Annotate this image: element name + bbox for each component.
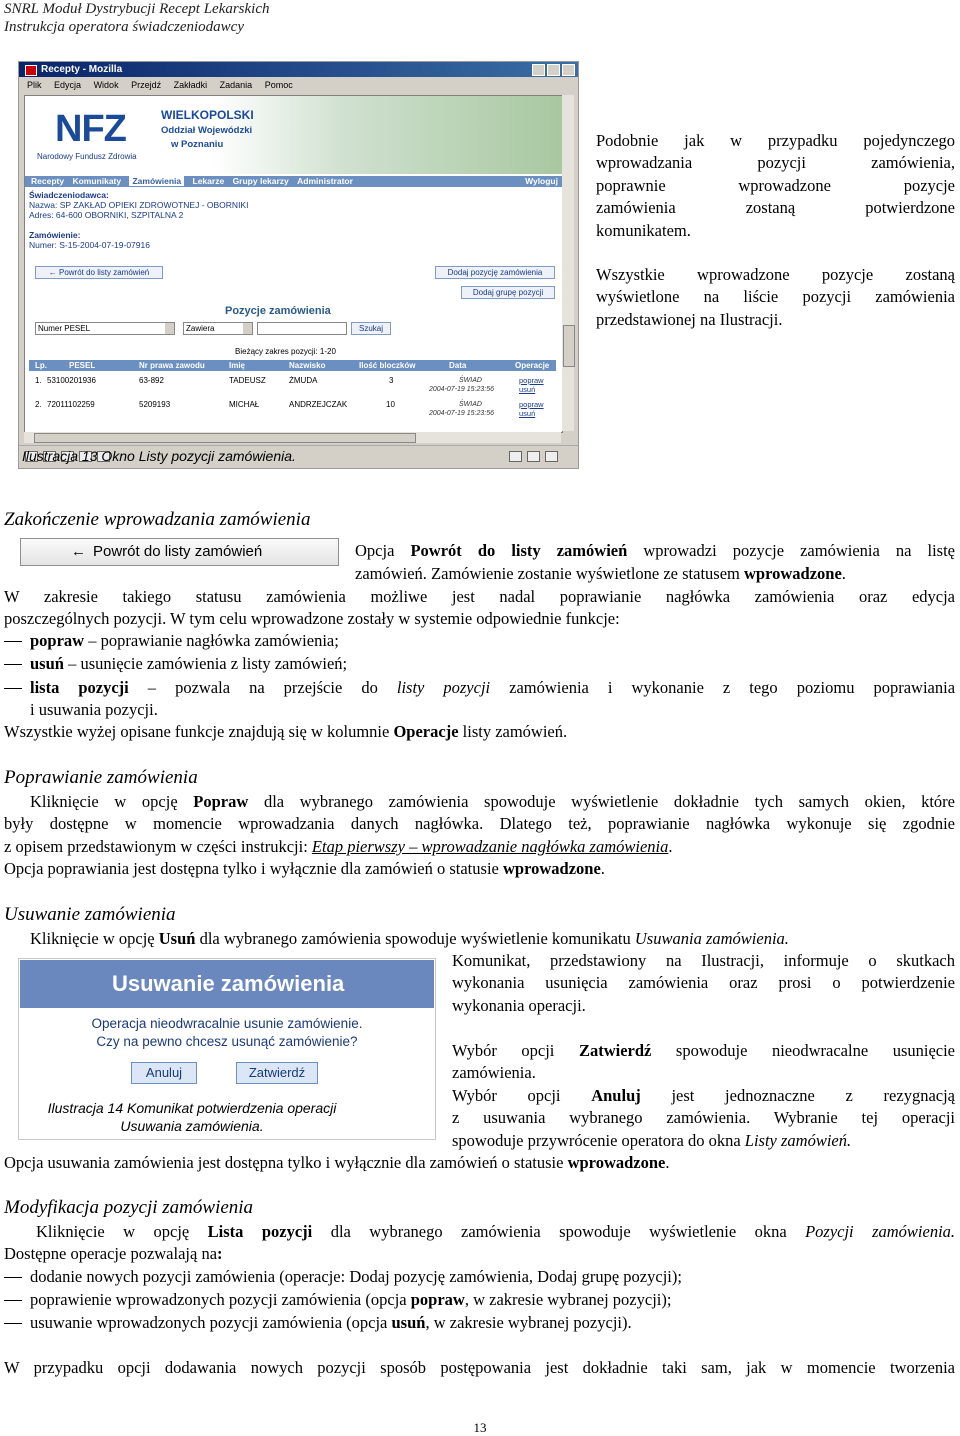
back-button-label: Powrót do listy zamówień [93, 543, 263, 560]
dialog-title: Usuwanie zamówienia [20, 960, 434, 1008]
cell-nazwisko: ANDRZEJCZAK [289, 400, 348, 409]
close-icon[interactable] [562, 64, 575, 76]
cell-lp: 2. [35, 400, 42, 409]
order-number: Numer: S-15-2004-07-19-07916 [29, 240, 150, 250]
doc-header-subtitle: Instrukcja operatora świadczeniodawcy [4, 19, 244, 35]
menu-zadania[interactable]: Zadania [219, 80, 253, 90]
nfz-logo-subtitle: Narodowy Fundusz Zdrowia [37, 152, 137, 161]
text-line: wprowadzania pozycji zamówienia, [596, 153, 955, 173]
app-nav-bar [25, 176, 562, 187]
text-line: były dostępne w momencie wprowadzania danych nagłówka. Dlatego też, poprawianie nagłówka wykonuje się zgodnie [4, 814, 955, 833]
search-button[interactable]: Szukaj [351, 322, 391, 335]
bullet-dash [4, 664, 22, 665]
cell-nr: 63-892 [139, 376, 164, 385]
table-row [29, 375, 556, 395]
text-line: Ilustracja 14 Komunikat potwierdzenia operacji [47, 1100, 337, 1116]
bullet-dash [4, 1323, 22, 1324]
menu-plik[interactable]: Plik [27, 80, 42, 90]
cell-status: ŚWIAD [459, 401, 482, 408]
text-line: z opisem przedstawionym w części instrukcji: Etap pierwszy – wprowadzanie nagłówka zamówienia. [4, 837, 673, 856]
col-nazwisko: Nazwisko [289, 361, 326, 370]
cell-pesel: 53100201936 [47, 376, 96, 385]
browser-screenshot [18, 61, 579, 469]
nav-wyloguj[interactable]: Wyloguj [525, 176, 558, 186]
browser-title: Recepty - Mozilla [41, 64, 123, 75]
text-line: wykonania usunięcia zamówienia oraz prosi o potwierdzenie [452, 973, 955, 993]
bullet-dash [4, 641, 22, 642]
cell-nazwisko: ŻMUDA [289, 376, 318, 385]
dialog-message [20, 1015, 434, 1051]
filter-field-select[interactable]: Numer PESEL [35, 322, 175, 335]
section-title-delete: Usuwanie zamówienia [4, 904, 176, 925]
col-pesel: PESEL [69, 361, 96, 370]
text-line: Opcja usuwania zamówienia jest dostępna tylko i wyłącznie dla zamówień o statusie wprowadzone. [4, 1153, 670, 1172]
nav-zamowienia[interactable]: Zamówienia [129, 176, 184, 186]
window-controls [530, 64, 575, 81]
bullet-add: dodanie nowych pozycji zamówienia (operacje: Dodaj pozycję zamówienia, Dodaj grupę pozycji); [30, 1267, 682, 1286]
text-line: Opcja poprawiania jest dostępna tylko i wyłącznie dla zamówień o statusie wprowadzone. [4, 859, 605, 878]
settings-icon [545, 451, 558, 462]
col-data: Data [449, 361, 467, 370]
minimize-icon[interactable] [532, 64, 545, 76]
text-line: komunikatem. [596, 220, 691, 240]
chevron-down-icon [243, 323, 252, 334]
right-paragraph-confirm: Wybór opcji Zatwierdź spowoduje nieodwracalne usunięcie zamówienia. [452, 1040, 955, 1085]
row-usun-link[interactable]: usuń [519, 409, 536, 418]
text-line: Komunikat, przedstawiony na Ilustracji, informuje o skutkach [452, 951, 955, 970]
confirm-button[interactable]: Zatwierdź [236, 1062, 318, 1084]
text-line: Opcja Powrót do listy zamówień wprowadzi pozycje zamówienia na listę [355, 541, 955, 560]
col-nr-prawa: Nr prawa zawodu [139, 361, 205, 370]
region-line-2: w Poznaniu [171, 139, 224, 150]
back-to-orders-small-button[interactable]: ← Powrót do listy zamówień [35, 266, 163, 279]
scroll-thumb[interactable] [34, 433, 416, 443]
current-range: Bieżący zakres pozycji: 1-20 [235, 347, 336, 356]
region-name: WIELKOPOLSKI [161, 108, 254, 122]
menu-przejdz[interactable]: Przejdź [131, 80, 162, 90]
text-line: Kliknięcie w opcję Usuń dla wybranego zamówienia spowoduje wyświetlenie komunikatu Usuwania zamówienia. [30, 929, 789, 948]
right-paragraph-cancel: Wybór opcji Anuluj jest jednoznaczne z rezygnacją z usuwania wybranego zamówienia. Wybranie tej operacji spowoduje przywrócenie operatora do okna Listy zamówień. [452, 1086, 955, 1150]
browser-viewport [24, 95, 563, 433]
text-line: poszczególnych pozycji. W tym celu wprowadzone zostały w systemie odpowiednie funkcje: [4, 609, 620, 628]
text-line: Wszystkie wprowadzone pozycje zostaną [596, 265, 955, 284]
connection-icon [509, 451, 522, 462]
scroll-thumb[interactable] [563, 325, 575, 367]
menu-widok[interactable]: Widok [93, 80, 119, 90]
text-line: zamówienia. [452, 1063, 536, 1083]
row-usun-link[interactable]: usuń [519, 385, 536, 394]
add-item-button[interactable]: Dodaj pozycję zamówienia [435, 266, 555, 279]
text-line: przedstawionej na Ilustracji. [596, 309, 783, 329]
nav-grupy-lekarzy[interactable]: Grupy lekarzy [232, 176, 289, 186]
bullet-delete: usuwanie wprowadzonych pozycji zamówienia (opcja usuń, w zakresie wybranej pozycji). [30, 1313, 632, 1332]
text-line: Usuwania zamówienia. [120, 1118, 264, 1134]
col-imie: Imię [229, 361, 246, 370]
cell-lp: 1. [35, 376, 42, 385]
cell-ilosc: 10 [386, 400, 395, 409]
bullet-lista-pozycji: lista pozycji – pozwala na przejście do listy pozycji zamówienia i wykonanie z tego poziomu poprawiania [30, 678, 956, 697]
menu-pomoc[interactable]: Pomoc [264, 80, 293, 90]
row-popraw-link[interactable]: popraw [519, 376, 544, 385]
cell-imie: TADEUSZ [229, 376, 266, 385]
nfz-logo: NFZ [55, 108, 126, 150]
col-lp: Lp. [35, 361, 47, 370]
table-row [29, 399, 556, 419]
vertical-scrollbar[interactable] [562, 95, 574, 431]
text-line: z usuwania wybranego zamówienia. Wybranie tej operacji [452, 1108, 955, 1128]
nav-recepty[interactable]: Recepty [31, 176, 65, 186]
text-line: W zakresie takiego statusu zamówienia możliwe jest nadal poprawianie nagłówka zamówienia oraz edycja [4, 587, 955, 606]
cell-status: ŚWIAD [459, 377, 482, 384]
bullet-dash [4, 688, 22, 689]
bullet-edit: poprawienie wprowadzonych pozycji zamówienia (opcja popraw, w zakresie wybranej pozycji); [30, 1290, 672, 1309]
menu-edycja[interactable]: Edycja [54, 80, 82, 90]
text-line: Operacja nieodwracalnie usunie zamówienie. [91, 1016, 363, 1031]
menu-zakladki[interactable]: Zakładki [173, 80, 208, 90]
link-etap-pierwszy[interactable]: Etap pierwszy – wprowadzanie nagłówka zamówienia [311, 837, 669, 856]
provider-label: Świadczeniodawca: [29, 190, 109, 200]
caption-illustration-13: Ilustracja 13 Okno Listy pozycji zamówienia. [22, 448, 296, 464]
text-line: zamówień. Zamówienie zostanie wyświetlone ze statusem wprowadzone. [355, 564, 846, 583]
provider-name: Nazwa: SP ZAKŁAD OPIEKI ZDROWOTNEJ - OBORNIKI [29, 200, 249, 210]
col-ilosc: Ilość bloczków [359, 361, 416, 370]
cell-nr: 5209193 [139, 400, 171, 409]
region-line-1: Oddział Wojewódzki [161, 125, 253, 136]
bullet-popraw: popraw – poprawianie nagłówka zamówienia; [30, 631, 339, 650]
row-popraw-link[interactable]: popraw [519, 400, 544, 409]
horizontal-scrollbar[interactable] [24, 432, 561, 443]
caption-illustration-14 [22, 1099, 362, 1135]
text-line: poprawnie wprowadzone pozycje [596, 175, 955, 195]
maximize-icon[interactable] [547, 64, 560, 76]
section-title-edit: Poprawianie zamówienia [4, 767, 198, 788]
browser-titlebar [19, 62, 578, 77]
text-line: Kliknięcie w opcję Lista pozycji dla wybranego zamówienia spowoduje wyświetlenie okna Pozycji zamówienia. [36, 1222, 956, 1241]
cell-data: 2004-07-19 15:23:56 [429, 386, 494, 393]
search-input[interactable] [257, 322, 347, 335]
cell-ilosc: 3 [389, 376, 394, 385]
text-line: Wszystkie wyżej opisane funkcje znajdują się w kolumnie Operacje listy zamówień. [4, 722, 568, 741]
filter-mode-select[interactable]: Zawiera [183, 322, 253, 335]
doc-header-title: SNRL Moduł Dystrybucji Recept Lekarskich [4, 1, 270, 17]
browser-menubar [19, 77, 578, 93]
table-header [29, 360, 556, 371]
text-line: Podobnie jak w przypadku pojedynczego [596, 131, 955, 150]
arrow-left-icon: ← [71, 543, 86, 560]
page-number: 13 [473, 1420, 487, 1435]
text-line: W przypadku opcji dodawania nowych pozycji sposób postępowania jest dokładnie taki sam, jak w momencie tworzenia [4, 1358, 955, 1377]
right-paragraph-delete [452, 950, 955, 1017]
text-line: i usuwania pozycji. [30, 700, 158, 719]
bullet-usun: usuń – usunięcie zamówienia z listy zamówień; [30, 654, 348, 673]
bullet-dash [4, 1277, 22, 1278]
section-title-modify: Modyfikacja pozycji zamówienia [4, 1197, 254, 1218]
back-to-orders-button[interactable] [20, 538, 339, 566]
nav-lekarze[interactable]: Lekarze [192, 176, 225, 186]
security-lock-icon [527, 451, 540, 462]
cell-pesel: 72011102259 [47, 400, 95, 409]
cancel-button[interactable]: Anuluj [131, 1062, 197, 1084]
col-operacje: Operacje [515, 361, 550, 370]
text-line: wyświetlone na liście pozycji zamówienia [596, 287, 955, 307]
text-line: Czy na pewno chcesz usunąć zamówienie? [96, 1034, 358, 1049]
chevron-down-icon [165, 323, 174, 334]
text-line: Dostępne operacje pozwalają na: [4, 1244, 223, 1263]
order-label: Zamówienie: [29, 230, 81, 240]
text-line: wykonania operacji. [452, 995, 586, 1015]
nav-administrator[interactable]: Administrator [297, 176, 353, 186]
text-line: Kliknięcie w opcję Popraw dla wybranego zamówienia spowoduje wyświetlenie dokładnie tych samych okien, które [30, 792, 955, 811]
page-title: Pozycje zamówienia [225, 305, 331, 317]
right-paragraph-2 [596, 264, 955, 331]
nfz-banner [25, 96, 562, 174]
section-title-finish: Zakończenie wprowadzania zamówienia [4, 509, 311, 530]
cell-data: 2004-07-19 15:23:56 [429, 410, 494, 417]
nav-komunikaty[interactable]: Komunikaty [72, 176, 122, 186]
bullet-dash [4, 1300, 22, 1301]
text-line: zamówienia zostaną potwierdzone [596, 198, 955, 218]
right-paragraph-1 [596, 130, 955, 242]
browser-app-icon [25, 65, 37, 76]
add-group-button[interactable]: Dodaj grupę pozycji [461, 286, 555, 299]
cell-imie: MICHAŁ [229, 400, 260, 409]
provider-address: Adres: 64-600 OBORNIKI, SZPITALNA 2 [29, 210, 184, 220]
